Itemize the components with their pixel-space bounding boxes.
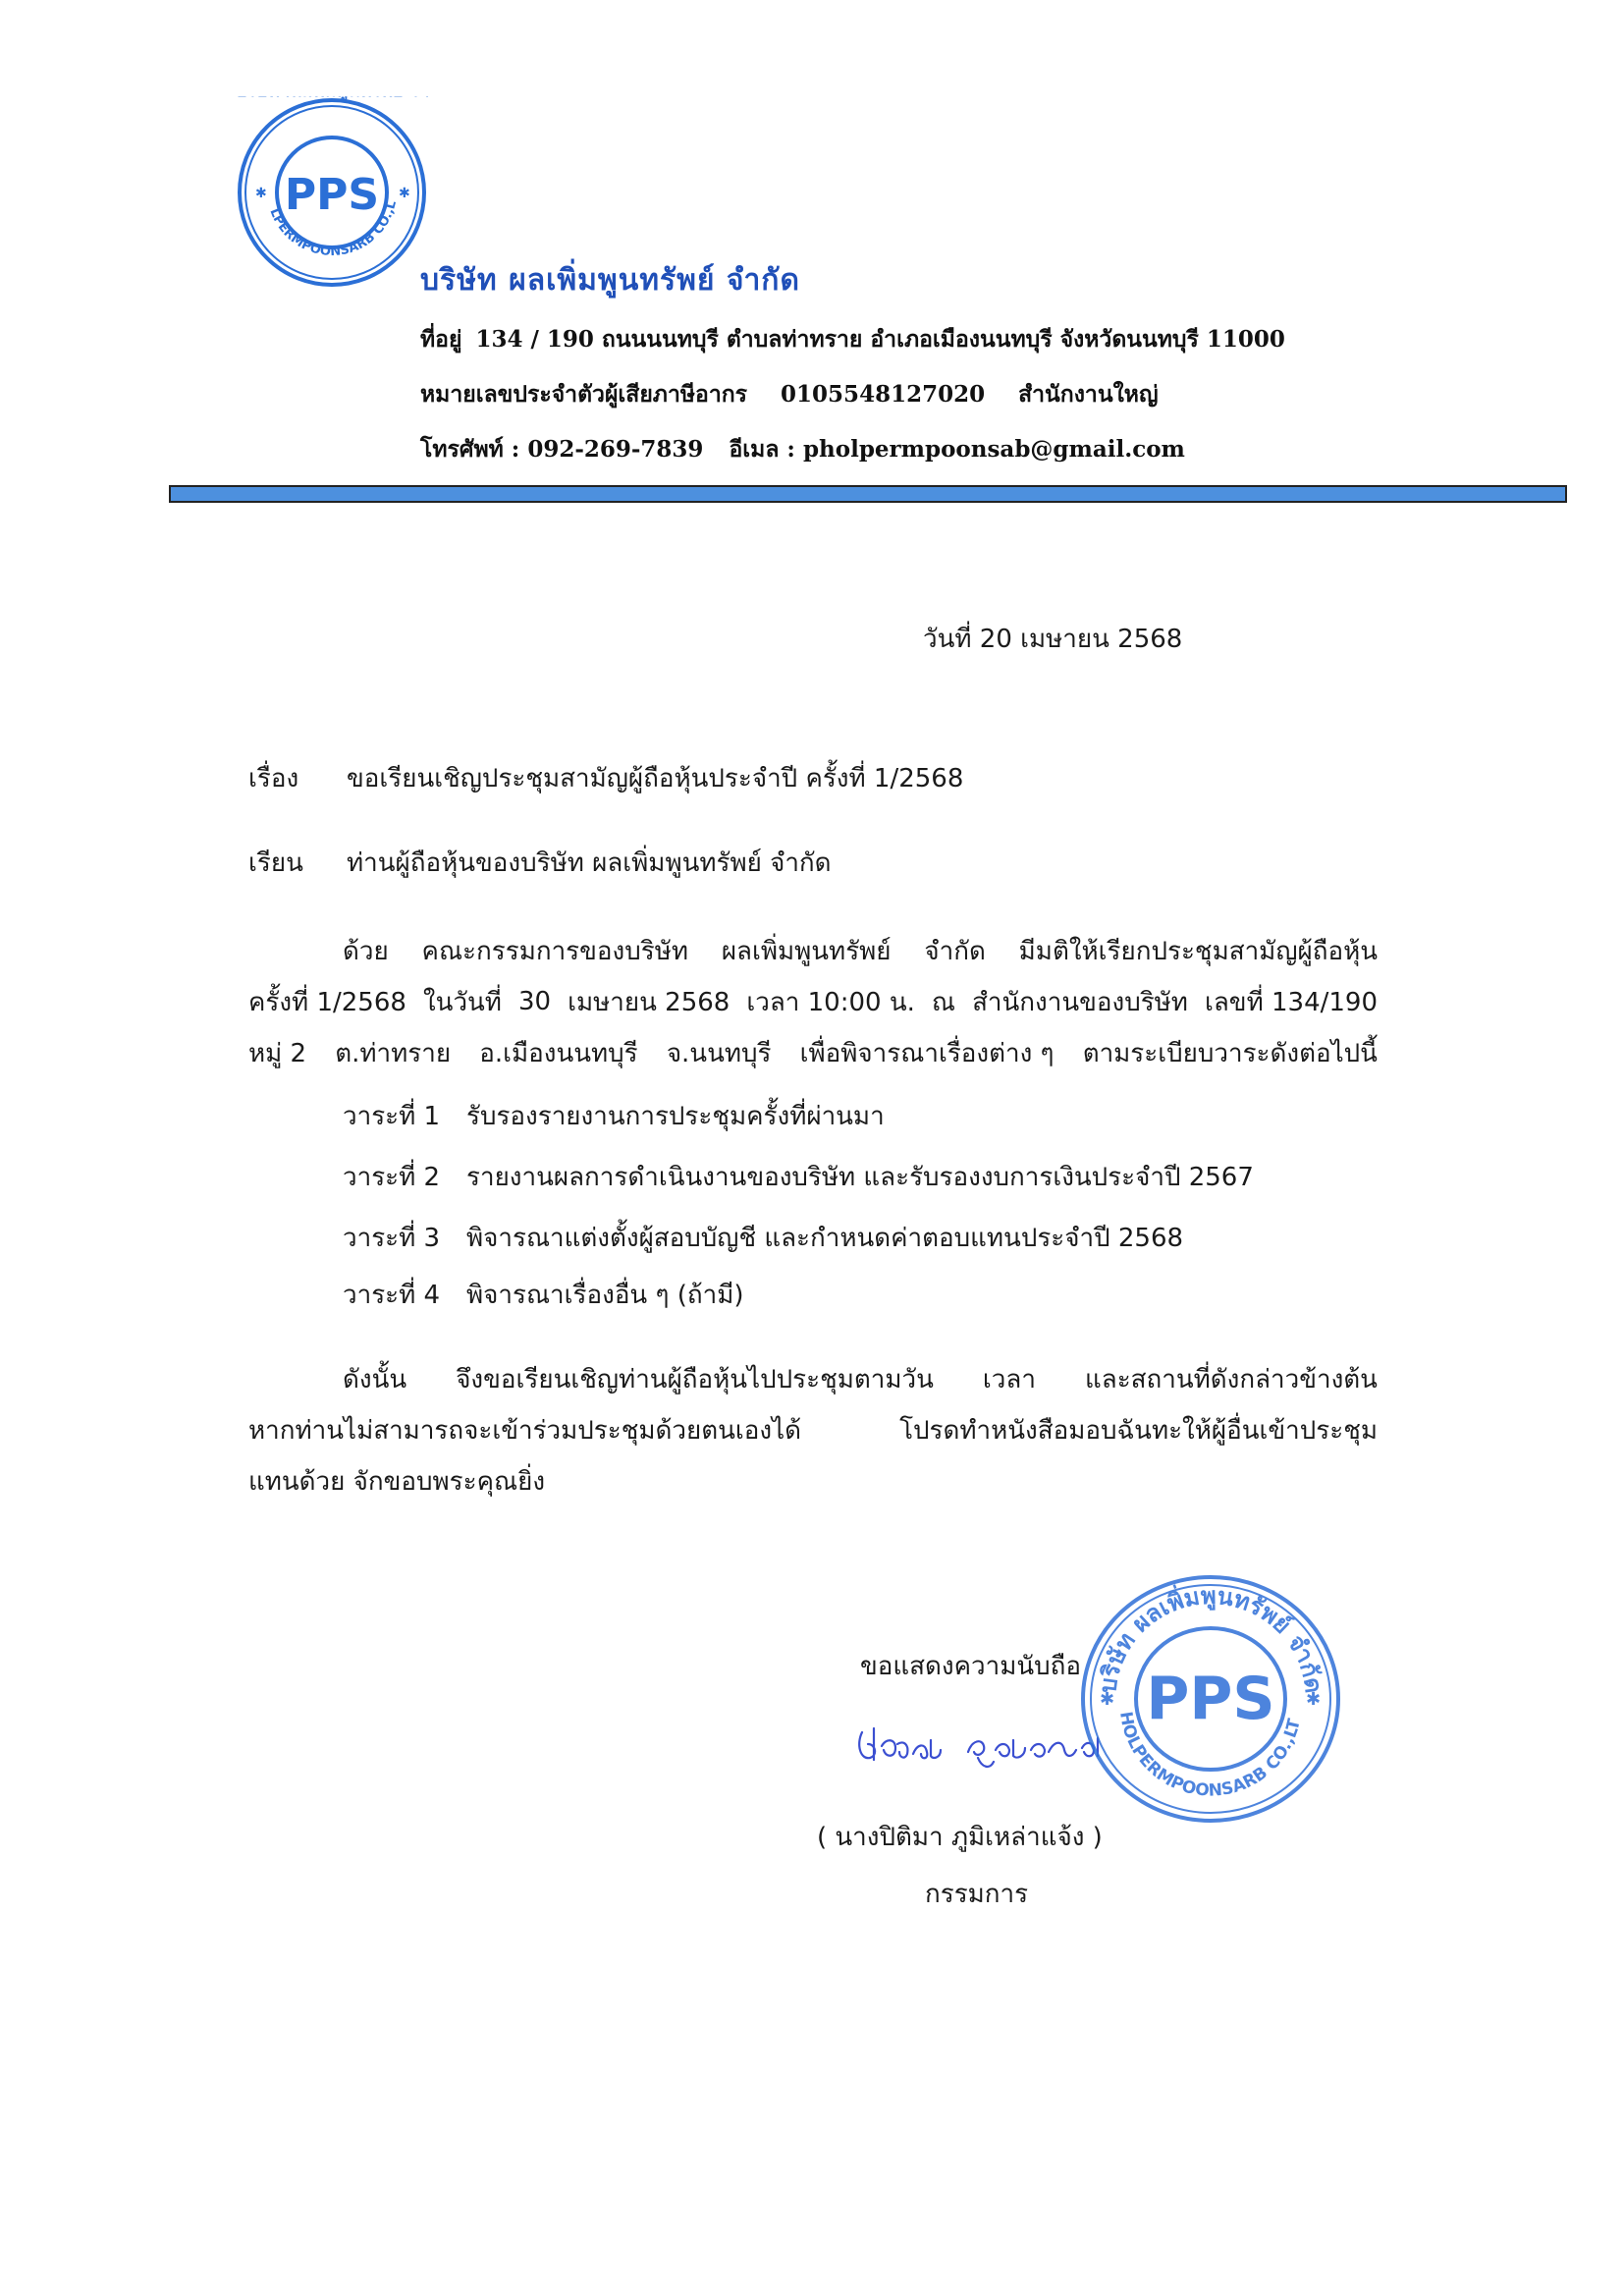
subject-label: เรื่อง (248, 764, 299, 793)
address-line (420, 322, 1285, 357)
body2-line-2: หากท่านไม่สามารถจะเข้าร่วมประชุมด้วยตนเองได้ โปรดทำหนังสือมอบฉันทะให้ผู้อื่นเข้าประชุม (248, 1415, 1378, 1446)
company-stamp (1078, 1571, 1343, 1827)
body2-line-3: แทนด้วย จักขอบพระคุณยิ่ง (248, 1466, 546, 1497)
company-name: บริษัท ผลเพิ่มพูนทรัพย์ จำกัด (420, 263, 800, 298)
subject-text: ขอเรียนเชิญประชุมสามัญผู้ถือหุ้นประจำปี ครั้งที่ 1/2568 (347, 764, 964, 793)
subject-line (248, 758, 963, 798)
to-text: ท่านผู้ถือหุ้นของบริษัท ผลเพิ่มพูนทรัพย์ จำกัด (347, 848, 832, 878)
signer-name: ( นางปิติมา ภูมิเหล่าแจ้ง ) (817, 1823, 1103, 1852)
contact-line (420, 432, 1185, 467)
body1-line-1: ด้วย คณะกรรมการของบริษัท ผลเพิ่มพูนทรัพย์ จำกัด มีมติให้เรียกประชุมสามัญผู้ถือหุ้น (343, 936, 1378, 966)
body-paragraph-2 (248, 1353, 1378, 1506)
letter-date: วันที่ 20 เมษายน 2568 (923, 625, 1183, 654)
signer-position: กรรมการ (925, 1880, 1029, 1909)
phone-label: โทรศัพท์ : (420, 436, 520, 463)
svg-text:✱: ✱ (1100, 1689, 1115, 1710)
agenda-item: วาระที่ 3 พิจารณาแต่งตั้งผู้สอบบัญชี และกำหนดค่าตอบแทนประจำปี 2568 (343, 1224, 1184, 1253)
svg-text:✱: ✱ (399, 186, 410, 201)
agenda-item: วาระที่ 2 รายงานผลการดำเนินงานของบริษัท และรับรองงบการเงินประจำปี 2567 (343, 1163, 1254, 1192)
taxid-line (420, 377, 1159, 412)
svg-text:บริษัท ผลเพิ่มพูนทรัพย์ จำกัด: บริษัท ผลเพิ่มพูนทรัพย์ จำกัด (1094, 1581, 1327, 1695)
svg-text:PPS: PPS (284, 170, 380, 220)
letterhead-divider (169, 485, 1567, 503)
body-paragraph-1 (248, 925, 1378, 1078)
body1-line-2: ครั้งที่ 1/2568 ในวันที่ 30 เมษายน 2568 เวลา 10:00 น. ณ สำนักงานของบริษัท เลขที่ 134/190 (248, 987, 1378, 1017)
body2-line-1: ดังนั้น จึงขอเรียนเชิญท่านผู้ถือหุ้นไปประชุมตามวัน เวลา และสถานที่ดังกล่าวข้างต้น (343, 1364, 1378, 1394)
taxid-value: 0105548127020 (781, 381, 986, 408)
to-line (248, 843, 832, 883)
company-logo (236, 96, 428, 289)
svg-text:PHOLPERMPOONSARB CO.,LTD.: LPERMPOONSARB CO.,L (266, 200, 400, 260)
svg-text:✱: ✱ (255, 186, 267, 201)
address-text: 134 / 190 ถนนนนทบุรี ตำบลท่าทราย อำเภอเมืองนนทบุรี จังหวัดนนทบุรี 11000 (475, 326, 1285, 353)
taxid-label: หมายเลขประจำตัวผู้เสียภาษีอากร (420, 381, 748, 408)
svg-text:PHOLPERMPOONSARB CO.,LTD.: HOLPERMPOONSARB CO.,LT (1115, 1710, 1305, 1801)
body1-line-3: หมู่ 2 ต.ท่าทราย อ.เมืองนนทบุรี จ.นนทบุรี เพื่อพิจารณาเรื่องต่าง ๆ ตามระเบียบวาระดังต่อไปนี้ (248, 1038, 1378, 1068)
office-type: สำนักงานใหญ่ (1018, 381, 1159, 408)
address-label: ที่อยู่ (420, 326, 462, 353)
phone-value: 092-269-7839 (527, 436, 704, 463)
email-value: pholpermpoonsab@gmail.com (802, 436, 1185, 463)
svg-text:✱: ✱ (1306, 1689, 1322, 1710)
to-label: เรียน (248, 848, 303, 878)
agenda-item: วาระที่ 4 พิจารณาเรื่องอื่น ๆ (ถ้ามี) (343, 1281, 744, 1310)
email-label: อีเมล : (729, 436, 795, 463)
closing-regards: ขอแสดงความนับถือ (860, 1652, 1081, 1681)
svg-text:PPS: PPS (1146, 1665, 1275, 1733)
agenda-item: วาระที่ 1 รับรองรายงานการประชุมครั้งที่ผ่านมา (343, 1102, 885, 1131)
